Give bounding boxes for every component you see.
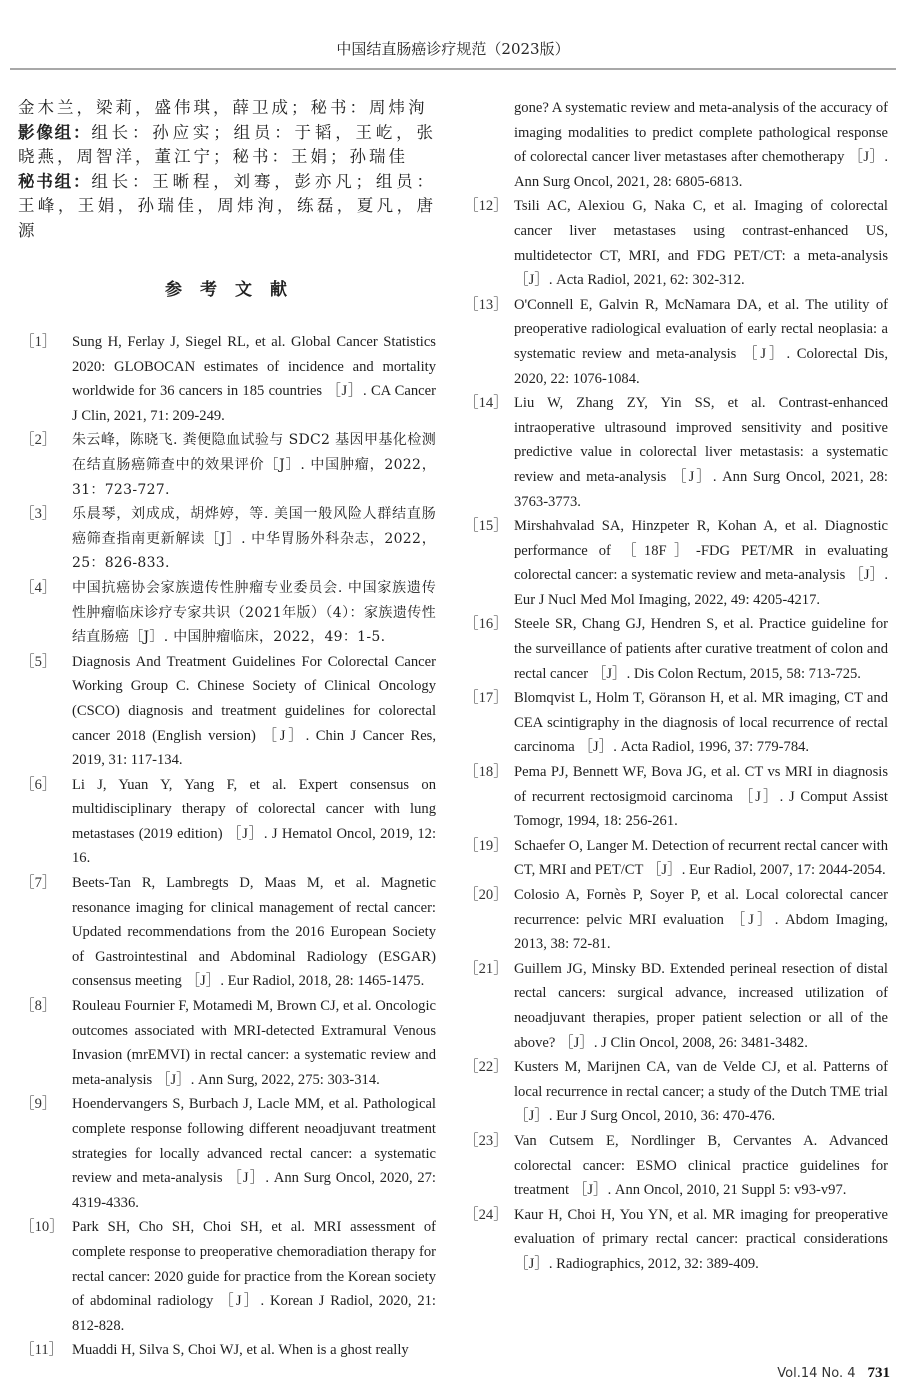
members-continuation: 金木兰，梁莉，盛伟琪，薛卫成；秘书：周炜洵 xyxy=(18,98,428,117)
reference-text: Colosio A, Fornès P, Soyer P, et al. Local colorectal cancer recurrence: pelvic MRI evaluation ［J］. Abdom Imaging, 2013, 38: 72-81. xyxy=(514,887,888,953)
reference-number: ［1］ xyxy=(20,334,57,350)
reference-text: Mirshahvalad SA, Hinzpeter R, Kohan A, et al. Diagnostic performance of ［18F］-FDG PET/MR in evaluating colorectal cancer: a systematic review and meta-analysis ［J］. Eur J Nucl Med Mol Imaging, 2022, 49: 4205-4217. xyxy=(514,518,888,608)
reference-item xyxy=(18,1092,436,1215)
reference-text: Liu W, Zhang ZY, Yin SS, et al. Contrast-enhanced intraoperative ultrasound improved sensitivity and positive predictive value in colorectal liver metastasis: a systematic review and meta-analysis ［J］. Ann Surg Oncol, 2021, 28: 3763-3773. xyxy=(514,395,888,510)
reference-number: ［24］ xyxy=(464,1206,508,1223)
reference-text: Tsili AC, Alexiou G, Naka C, et al. Imaging of colorectal cancer liver metastases using contrast-enhanced US, multidetector CT, MRI, and FDG PET/CT: a meta-analysis ［J］. Acta Radiol, 2021, 62: 302-312. xyxy=(514,198,888,289)
header-rule xyxy=(10,68,896,70)
reference-text: Van Cutsem E, Nordlinger B, Cervantes A. Advanced colorectal cancer: ESMO clinical practice guidelines for treatment ［J］. Ann Oncol, 2010, 21 Suppl 5: v93-v97. xyxy=(514,1132,888,1199)
reference-item xyxy=(464,834,888,883)
reference-number: ［14］ xyxy=(464,395,508,412)
reference-continuation xyxy=(470,96,888,194)
reference-text: 朱云峰，陈晓飞. 粪便隐血试验与 SDC2 基因甲基化检测在结直肠癌筛查中的效果评价［J］. 中国肿瘤，2022，31：723-727. xyxy=(72,432,436,498)
reference-item xyxy=(18,330,436,428)
reference-item xyxy=(464,883,888,957)
reference-number: ［17］ xyxy=(464,690,508,707)
reference-text: Sung H, Ferlay J, Siegel RL, et al. Global Cancer Statistics 2020: GLOBOCAN estimates of incidence and mortality worldwide for 36 cancers in 185 countries ［J］. CA Cancer J Clin, 2021, 71: 209-249. xyxy=(72,334,436,424)
reference-number: ［22］ xyxy=(464,1059,508,1076)
reference-text: Blomqvist L, Holm T, Göranson H, et al. MR imaging, CT and CEA scintigraphy in the diagnosis of local recurrence of rectal carcinoma ［J］. Acta Radiol, 1996, 37: 779-784. xyxy=(514,690,888,756)
reference-number: ［2］ xyxy=(20,432,57,449)
reference-number: ［10］ xyxy=(20,1219,64,1236)
reference-number: ［18］ xyxy=(464,764,508,781)
reference-text: 中国抗癌协会家族遗传性肿瘤专业委员会. 中国家族遗传性肿瘤临床诊疗专家共识（2021年版）（4）：家族遗传性结直肠癌［J］. 中国肿瘤临床，2022，49：1-5. xyxy=(72,579,436,646)
reference-number: ［5］ xyxy=(20,653,57,670)
reference-number: ［4］ xyxy=(20,579,57,596)
reference-item xyxy=(464,1055,888,1129)
reference-number: ［15］ xyxy=(464,518,508,535)
secretary-group xyxy=(18,170,436,244)
reference-text: Muaddi H, Silva S, Choi WJ, et al. When is a ghost really xyxy=(72,1342,409,1359)
reference-number: ［3］ xyxy=(20,506,57,523)
page-number: 731 xyxy=(867,1365,890,1381)
reference-text: Hoendervangers S, Burbach J, Lacle MM, et al. Pathological complete response following different neoadjuvant treatment strategies for locally advanced rectal cancer: a systematic review and meta-analysis ［J］. Ann Surg Oncol, 2020, 27: 4319-4336. xyxy=(72,1096,436,1211)
reference-item xyxy=(464,957,888,1055)
reference-item xyxy=(464,686,888,760)
imaging-group-label: 影像组： xyxy=(18,122,92,142)
reference-item xyxy=(18,773,436,871)
reference-item xyxy=(18,994,436,1092)
reference-text: Li J, Yuan Y, Yang F, et al. Expert consensus on multidisciplinary therapy of colorectal cancer with lung metastases (2019 edition) ［J］. J Hematol Oncol, 2019, 12: 16. xyxy=(72,776,436,867)
reference-item xyxy=(18,576,436,650)
reference-text: Steele SR, Chang GJ, Hendren S, et al. Practice guideline for the surveillance of patients after curative treatment of colon and rectal cancer ［J］. Dis Colon Rectum, 2015, 58: 713-725. xyxy=(514,616,888,682)
reference-number: ［6］ xyxy=(20,776,57,793)
reference-text: Park SH, Cho SH, Choi SH, et al. MRI assessment of complete response to preoperative chemoradiation therapy for rectal cancer: 2020 guide for practice from the Korean society of abdominal radiology ［J］. Korean J Radiol, 2020, 21: 812-828. xyxy=(72,1219,436,1334)
reference-list-right xyxy=(464,194,888,1276)
reference-text: Kusters M, Marijnen CA, van de Velde CJ, et al. Patterns of local recurrence in rectal cancer; a study of the Dutch TME trial ［J］. Eur J Surg Oncol, 2010, 36: 470-476. xyxy=(514,1059,888,1125)
reference-item xyxy=(18,1338,436,1363)
imaging-group xyxy=(18,121,436,170)
reference-number: ［16］ xyxy=(464,616,508,633)
reference-list-left xyxy=(18,330,436,1363)
reference-text: Beets-Tan R, Lambregts D, Maas M, et al. Magnetic resonance imaging for clinical management of rectal cancer: Updated recommendations from the 2016 European Society of Gastrointestinal and Abdominal Radiology (ESGAR) consensus meeting ［J］. Eur Radiol, 2018, 28: 1465-1475. xyxy=(72,875,436,990)
secretary-group-text: 组长：王晰程，刘骞，彭亦凡；组员：王峰，王娟，孙瑞佳，周炜洵，练磊，夏凡，唐源 xyxy=(18,171,437,240)
reference-item xyxy=(464,1203,888,1277)
reference-item xyxy=(18,650,436,773)
reference-text: Schaefer O, Langer M. Detection of recurrent rectal cancer with CT, MRI and PET/CT ［J］. Eur Radiol, 2007, 17: 2044-2054. xyxy=(514,837,888,879)
volume-issue: Vol.14 No. 4 xyxy=(777,1366,856,1381)
reference-item xyxy=(18,871,436,994)
secretary-group-label: 秘书组： xyxy=(18,171,92,191)
left-column xyxy=(18,96,436,1363)
reference-item xyxy=(464,194,888,292)
reference-number: ［12］ xyxy=(464,198,508,215)
reference-item xyxy=(464,514,888,612)
page-footer xyxy=(777,1365,890,1382)
reference-item xyxy=(18,502,436,576)
reference-item xyxy=(18,1215,436,1338)
reference-number: ［21］ xyxy=(464,960,508,977)
right-column xyxy=(464,96,888,1277)
reference-text: O'Connell E, Galvin R, McNamara DA, et al. The utility of preoperative radiological evaluation of early rectal neoplasia: a systematic review and meta-analysis ［J］. Colorectal Dis, 2020, 22: 1076-1084. xyxy=(514,296,888,387)
reference-number: ［13］ xyxy=(464,296,508,313)
reference-item xyxy=(464,1129,888,1203)
reference-text: Kaur H, Choi H, You YN, et al. MR imaging for preoperative evaluation of primary rectal cancer: practical considerations ［J］. Radiographics, 2012, 32: 389-409. xyxy=(514,1206,888,1272)
reference-number: ［7］ xyxy=(20,875,57,892)
reference-item xyxy=(464,760,888,834)
reference-number: ［9］ xyxy=(20,1096,57,1113)
reference-number: ［8］ xyxy=(20,998,57,1015)
reference-number: ［11］ xyxy=(20,1342,64,1359)
reference-text: 乐晨琴，刘成成，胡烨婷，等. 美国一般风险人群结直肠癌筛查指南更新解读［J］. 中华胃肠外科杂志，2022，25：826-833. xyxy=(72,506,436,572)
committee-members xyxy=(18,96,436,243)
reference-item xyxy=(464,612,888,686)
reference-text: Rouleau Fournier F, Motamedi M, Brown CJ, et al. Oncologic outcomes associated with MRI-detected Extramural Venous Invasion (mrEMVI) in rectal cancer: a systematic review and meta-analysis ［J］. Ann Surg, 2022, 275: 303-314. xyxy=(72,998,436,1088)
reference-item xyxy=(464,391,888,514)
reference-continuation-text: gone? A systematic review and meta-analysis of the accuracy of imaging modalities to predict complete pathological response of colorectal cancer liver metastases after chemotherapy ［J］. Ann Surg Oncol, 2021, 28: 6805-6813. xyxy=(514,100,888,190)
reference-item xyxy=(464,293,888,391)
reference-item xyxy=(18,428,436,502)
reference-number: ［19］ xyxy=(464,837,508,854)
imaging-group-text: 组长：孙应实；组员：于韬，王屹，张晓燕，周智洋，董江宁；秘书：王娟；孙瑞佳 xyxy=(18,122,437,166)
reference-text: Pema PJ, Bennett WF, Bova JG, et al. CT vs MRI in diagnosis of recurrent rectosigmoid carcinoma ［J］. J Comput Assist Tomogr, 1994, 18: 256-261. xyxy=(514,764,888,830)
reference-number: ［23］ xyxy=(464,1132,508,1149)
reference-text: Guillem JG, Minsky BD. Extended perineal resection of distal rectal cancers: surgical advance, increased utilization of neoadjuvant therapies, proper patient selection or all of the above? ［J］. J Clin Oncol, 2008, 26: 3481-3482. xyxy=(514,960,888,1051)
reference-number: ［20］ xyxy=(464,887,508,903)
references-heading: 参考文献 xyxy=(165,280,305,300)
running-head: 中国结直肠癌诊疗规范（2023版） xyxy=(336,40,570,58)
reference-text: Diagnosis And Treatment Guidelines For Colorectal Cancer Working Group C. Chinese Society of Clinical Oncology (CSCO) diagnosis and treatment guidelines for colorectal cancer 2018 (English version) ［J］. Chin J Cancer Res, 2019, 31: 117-134. xyxy=(72,653,436,769)
